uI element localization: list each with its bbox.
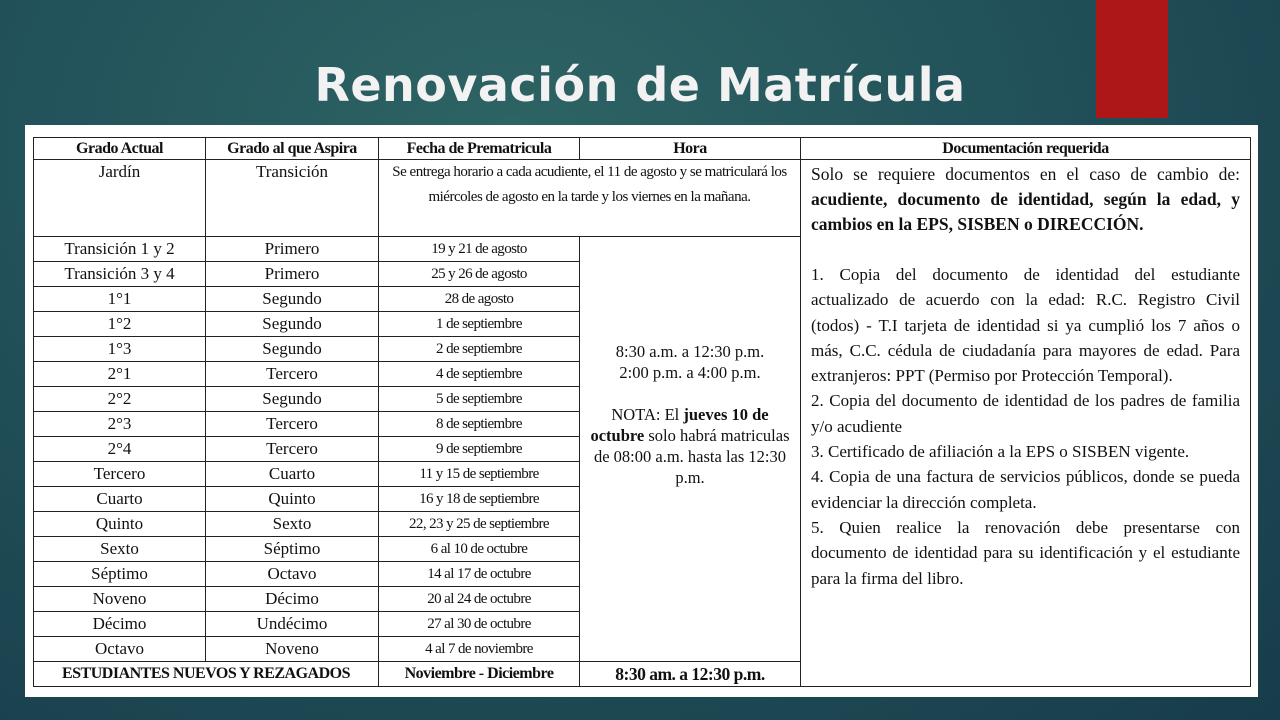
cell-fecha: 9 de septiembre [379,437,580,462]
docs-item: 1. Copia del documento de identidad del estudiante actualizado de acuerdo con la edad: R.C. Registro Civil (todos) - T.I tarjeta de identidad si ya cumplió los 7 años o más, C.C. cédula de ciudadanía para mayores de edad. Para extranjeros: PPT (Permiso por Protección Temporal). [811,265,1240,386]
cell-nuevos-label: ESTUDIANTES NUEVOS Y REZAGADOS [34,662,379,687]
cell-fecha: 11 y 15 de septiembre [379,462,580,487]
docs-item: 5. Quien realice la renovación debe presentarse con documento de identidad para su identificación y el estudiante para la firma del libro. [811,517,1240,588]
cell-fecha: 2 de septiembre [379,337,580,362]
docs-item: 2. Copia del documento de identidad de los padres de familia y/o acudiente [811,391,1240,436]
cell-actual: 2°1 [34,362,206,387]
cell-actual: Séptimo [34,562,206,587]
header-hora: Hora [580,138,801,160]
header-grado-aspira: Grado al que Aspira [206,138,379,160]
cell-aspira: Sexto [206,512,379,537]
cell-aspira: Octavo [206,562,379,587]
cell-actual: Tercero [34,462,206,487]
cell-actual: 1°3 [34,337,206,362]
cell-actual: Octavo [34,637,206,662]
cell-actual: 1°2 [34,312,206,337]
cell-fecha: 14 al 17 de octubre [379,562,580,587]
cell-fecha: 16 y 18 de septiembre [379,487,580,512]
enrollment-table-image [25,125,1258,697]
cell-fecha: 8 de septiembre [379,412,580,437]
header-grado-actual: Grado Actual [34,138,206,160]
cell-actual: 1°1 [34,287,206,312]
cell-fecha: 28 de agosto [379,287,580,312]
table-row-jardin [34,160,1251,237]
cell-jardin-nota: Se entrega horario a cada acudiente, el 11 de agosto y se matriculará los miércoles de agosto en la tarde y los viernes en la mañana. [379,160,801,237]
cell-aspira: Undécimo [206,612,379,637]
nota-bold: jueves 10 de octubre [590,404,769,445]
docs-item: 3. Certificado de afiliación a la EPS o SISBEN vigente. [811,442,1190,462]
slide-title: Renovación de Matrícula [314,58,966,112]
cell-actual: Quinto [34,512,206,537]
hora-line2: 2:00 p.m. a 4:00 p.m. [619,362,761,382]
cell-actual: Cuarto [34,487,206,512]
cell-fecha: 6 al 10 de octubre [379,537,580,562]
cell-fecha: 1 de septiembre [379,312,580,337]
cell-aspira: Noveno [206,637,379,662]
enrollment-schedule-table [33,137,1251,687]
docs-intro: Solo se requiere documentos en el caso de cambio de: [811,164,1240,184]
cell-aspira: Décimo [206,587,379,612]
cell-aspira: Tercero [206,412,379,437]
cell-fecha: 19 y 21 de agosto [379,237,580,262]
header-documentacion: Documentación requerida [801,138,1251,160]
cell-fecha: 4 al 7 de noviembre [379,637,580,662]
cell-fecha: 22, 23 y 25 de septiembre [379,512,580,537]
cell-aspira: Cuarto [206,462,379,487]
cell-actual: 2°4 [34,437,206,462]
cell-aspira: Segundo [206,387,379,412]
cell-aspira: Primero [206,262,379,287]
cell-actual: Jardín [34,160,206,237]
cell-nuevos-fecha: Noviembre - Diciembre [379,662,580,687]
cell-fecha: 5 de septiembre [379,387,580,412]
cell-actual: Noveno [34,587,206,612]
cell-nuevos-hora: 8:30 am. a 12:30 p.m. [580,662,801,687]
cell-aspira: Tercero [206,362,379,387]
cell-aspira: Segundo [206,337,379,362]
cell-aspira: Segundo [206,312,379,337]
cell-aspira: Tercero [206,437,379,462]
cell-aspira: Quinto [206,487,379,512]
cell-actual: 2°2 [34,387,206,412]
cell-aspira: Segundo [206,287,379,312]
cell-actual: Transición 3 y 4 [34,262,206,287]
docs-intro-bold: acudiente, documento de identidad, según la edad, y cambios en la EPS, SISBEN o DIRECCIÓN. [811,189,1240,234]
cell-actual: Transición 1 y 2 [34,237,206,262]
cell-fecha: 20 al 24 de octubre [379,587,580,612]
hora-line1: 8:30 a.m. a 12:30 p.m. [615,341,765,361]
cell-hora [580,237,801,662]
cell-aspira: Séptimo [206,537,379,562]
header-fecha: Fecha de Prematricula [379,138,580,160]
cell-actual: Sexto [34,537,206,562]
cell-documentacion [801,160,1251,687]
nota-text: solo habrá matriculas de 08:00 a.m. hasta las 12:30 p.m. [593,425,790,487]
cell-fecha: 4 de septiembre [379,362,580,387]
cell-aspira: Transición [206,160,379,237]
cell-fecha: 27 al 30 de octubre [379,612,580,637]
cell-actual: 2°3 [34,412,206,437]
cell-actual: Décimo [34,612,206,637]
cell-fecha: 25 y 26 de agosto [379,262,580,287]
cell-aspira: Primero [206,237,379,262]
nota-text: NOTA: El [611,404,684,424]
docs-item: 4. Copia de una factura de servicios públicos, donde se pueda evidenciar la dirección completa. [811,467,1240,512]
hora-nota [583,404,797,488]
